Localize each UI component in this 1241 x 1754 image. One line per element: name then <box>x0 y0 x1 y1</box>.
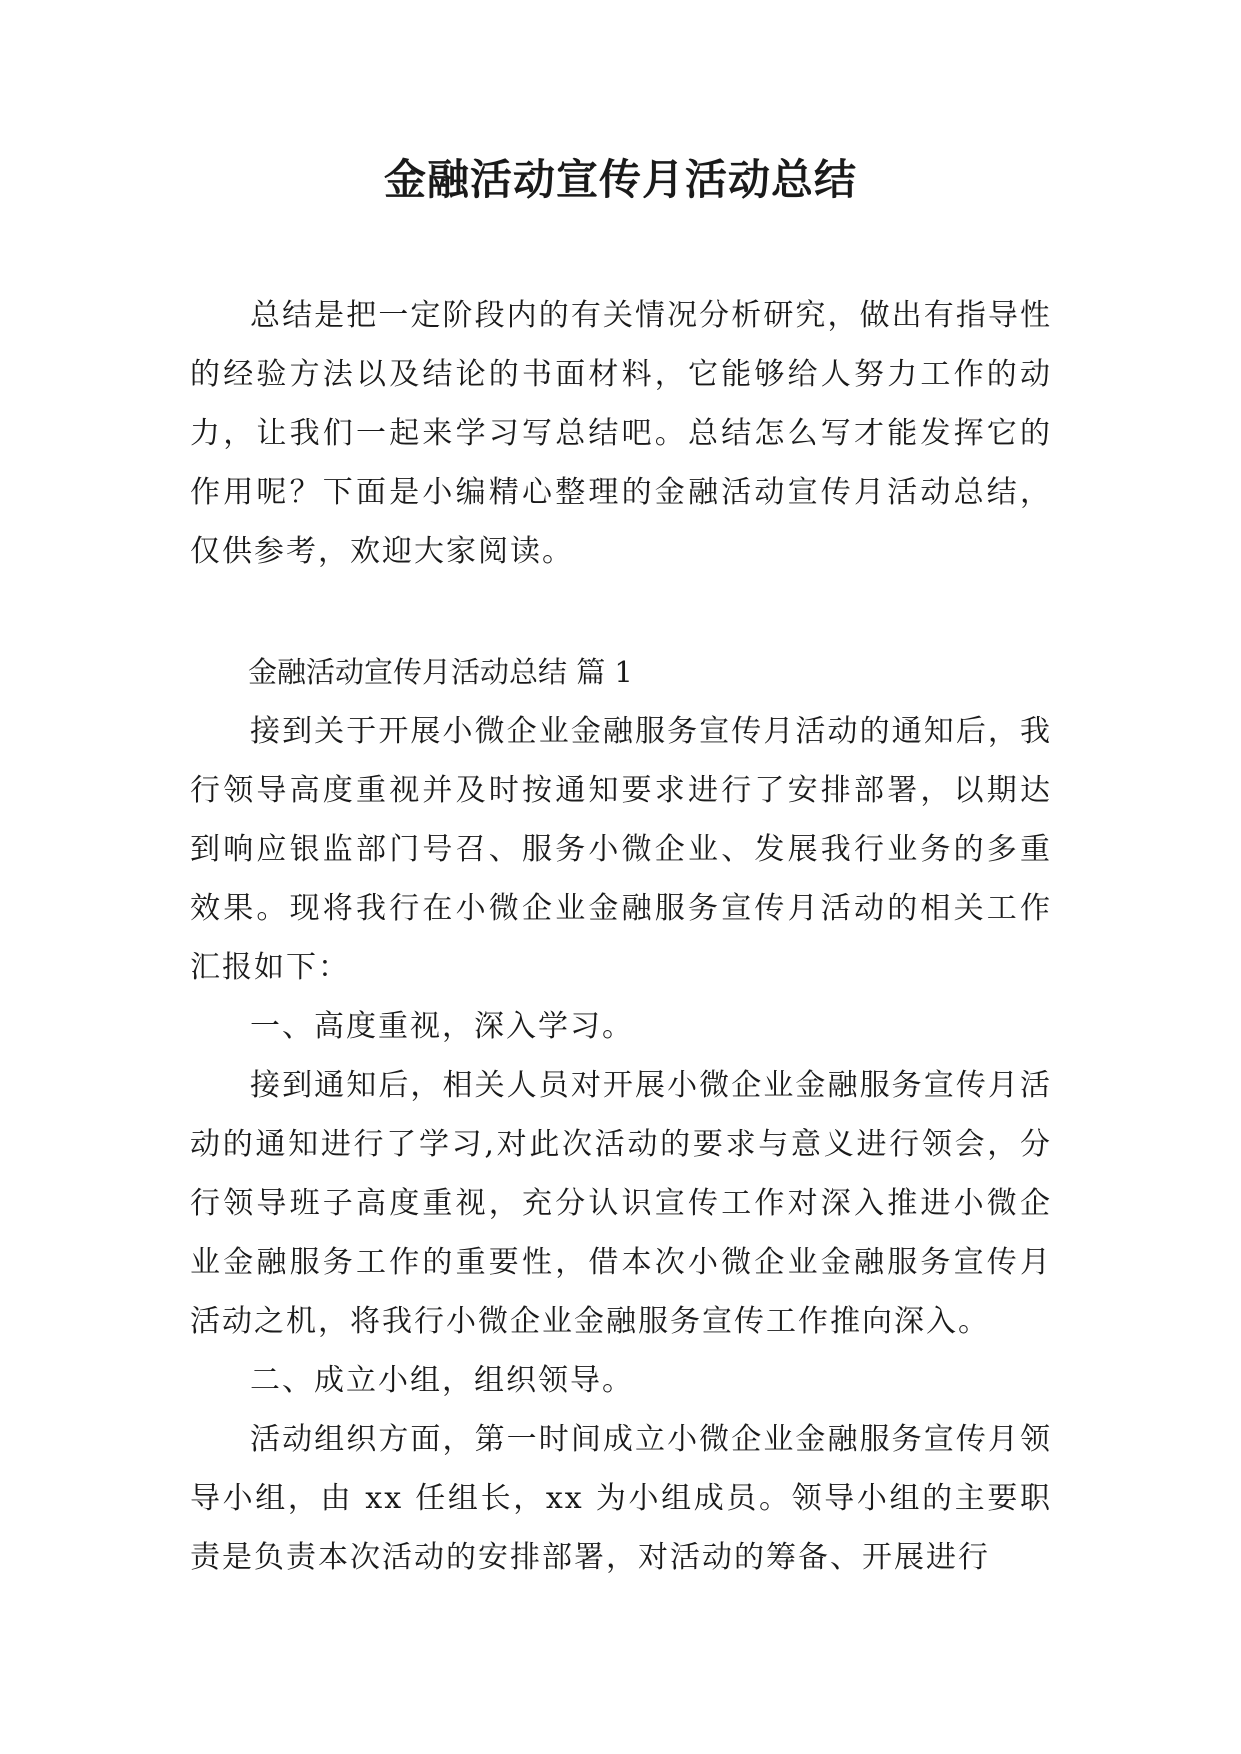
body-paragraph-2: 接到通知后，相关人员对开展小微企业金融服务宣传月活动的通知进行了学习,对此次活动的要求与意义进行领会，分行领导班子高度重视，充分认识宣传工作对深入推进小微企业金融服务工作的重要性，借本次小微企业金融服务宣传月活动之机，将我行小微企业金融服务宣传工作推向深入。 <box>190 1068 1052 1339</box>
paragraph-gap <box>190 581 1052 643</box>
subheading-1: 一、高度重视，深入学习。 <box>250 1009 634 1044</box>
subheading-2: 二、成立小组，组织领导。 <box>250 1363 634 1398</box>
body-paragraph-3: 活动组织方面，第一时间成立小微企业金融服务宣传月领导小组，由 xx 任组长，xx 为小组成员。领导小组的主要职责是负责本次活动的安排部署，对活动的筹备、开展进行 <box>190 1422 1052 1575</box>
document-body <box>190 286 1052 1587</box>
section-heading: 金融活动宣传月活动总结 篇 1 <box>248 655 633 689</box>
intro-paragraph: 总结是把一定阶段内的有关情况分析研究，做出有指导性的经验方法以及结论的书面材料，它能够给人努力工作的动力，让我们一起来学习写总结吧。总结怎么写才能发挥它的作用呢？下面是小编精心整理的金融活动宣传月活动总结，仅供参考，欢迎大家阅读。 <box>190 298 1052 569</box>
document-title: 金融活动宣传月活动总结 <box>383 155 857 204</box>
body-paragraph-1: 接到关于开展小微企业金融服务宣传月活动的通知后，我行领导高度重视并及时按通知要求进行了安排部署，以期达到响应银监部门号召、服务小微企业、发展我行业务的多重效果。现将我行在小微企业金融服务宣传月活动的相关工作汇报如下： <box>190 714 1052 985</box>
